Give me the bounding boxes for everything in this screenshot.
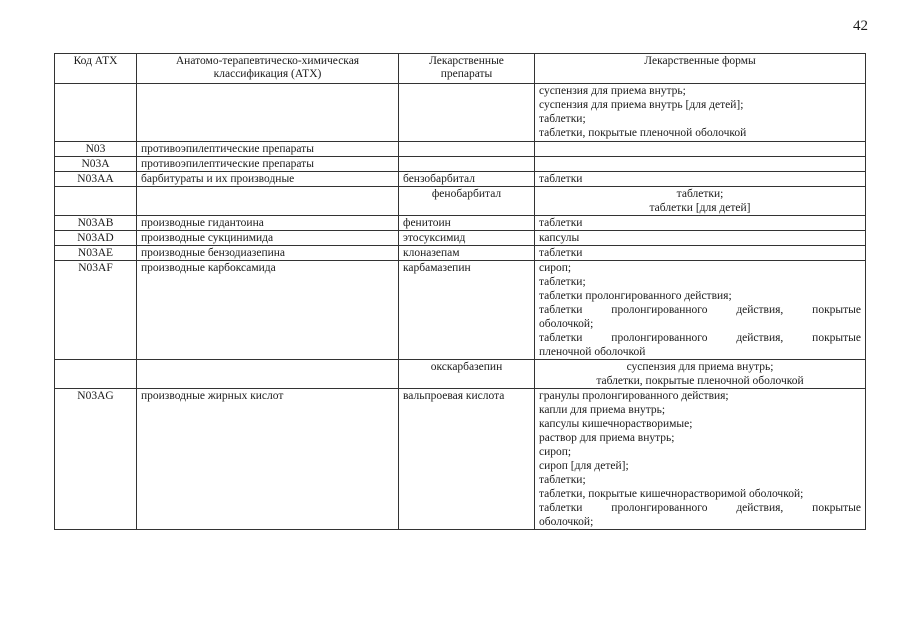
table-row-n03ag bbox=[55, 389, 866, 530]
table-header-row bbox=[55, 54, 866, 84]
form-line: капли для приема внутрь; bbox=[539, 404, 666, 416]
table-row-n03a bbox=[55, 157, 866, 172]
form-line: таблетки, покрытые пленочной оболочкой bbox=[596, 375, 804, 387]
code-cell: N03AA bbox=[55, 172, 137, 187]
form-line: суспензия для приема внутрь; bbox=[539, 85, 686, 97]
form-line: пленочной оболочкой bbox=[539, 346, 646, 358]
drug-cell: фенобарбитал bbox=[399, 187, 535, 216]
form-line: раствор для приема внутрь; bbox=[539, 432, 675, 444]
drug-cell: фенитоин bbox=[399, 216, 535, 231]
form-line: гранулы пролонгированного действия; bbox=[539, 390, 729, 402]
drug-cell: карбамазепин bbox=[399, 261, 535, 360]
forms-cell bbox=[535, 84, 866, 142]
forms-cell: таблетки bbox=[535, 172, 866, 187]
classification-cell: производные карбоксамида bbox=[137, 261, 399, 360]
table-row-n03aa bbox=[55, 172, 866, 187]
form-line: суспензия для приема внутрь [для детей]; bbox=[539, 99, 744, 111]
code-cell bbox=[55, 360, 137, 389]
table-row-n03ab bbox=[55, 216, 866, 231]
forms-cell bbox=[535, 261, 866, 360]
forms-cell: капсулы bbox=[535, 231, 866, 246]
form-line: капсулы кишечнорастворимые; bbox=[539, 418, 693, 430]
table-row-oxcarbazepine bbox=[55, 360, 866, 389]
header-drugs: Лекарственные препараты bbox=[399, 54, 535, 84]
form-line: оболочкой; bbox=[539, 318, 594, 330]
table-row-n03ae bbox=[55, 246, 866, 261]
classification-cell: производные гидантоина bbox=[137, 216, 399, 231]
classification-cell: барбитураты и их производные bbox=[137, 172, 399, 187]
form-line: таблетки пролонгированного действия, покрытые bbox=[539, 332, 861, 344]
drug-cell: клоназепам bbox=[399, 246, 535, 261]
code-cell: N03AD bbox=[55, 231, 137, 246]
form-line: таблетки; bbox=[539, 276, 586, 288]
drug-cell: вальпроевая кислота bbox=[399, 389, 535, 530]
form-line: таблетки; bbox=[539, 474, 586, 486]
form-line: таблетки пролонгированного действия; bbox=[539, 290, 732, 302]
header-forms: Лекарственные формы bbox=[535, 54, 866, 84]
form-line: таблетки, покрытые кишечнорастворимой оболочкой; bbox=[539, 488, 804, 500]
classification-cell: производные бензодиазепина bbox=[137, 246, 399, 261]
form-line: оболочкой; bbox=[539, 516, 594, 528]
code-cell: N03AF bbox=[55, 261, 137, 360]
classification-cell bbox=[137, 187, 399, 216]
code-cell: N03 bbox=[55, 142, 137, 157]
code-cell: N03AB bbox=[55, 216, 137, 231]
drug-cell: окскарбазепин bbox=[399, 360, 535, 389]
code-cell bbox=[55, 84, 137, 142]
classification-cell bbox=[137, 84, 399, 142]
code-cell: N03AE bbox=[55, 246, 137, 261]
classification-cell: производные сукцинимида bbox=[137, 231, 399, 246]
classification-cell bbox=[137, 360, 399, 389]
form-line: таблетки, покрытые пленочной оболочкой bbox=[539, 127, 747, 139]
form-line: таблетки; bbox=[539, 113, 586, 125]
header-classification: Анатомо-терапевтическо-химическая классификация (АТХ) bbox=[137, 54, 399, 84]
drug-cell bbox=[399, 84, 535, 142]
classification-cell: производные жирных кислот bbox=[137, 389, 399, 530]
forms-cell bbox=[535, 142, 866, 157]
form-line: суспензия для приема внутрь; bbox=[626, 361, 774, 373]
table-row-n03ad bbox=[55, 231, 866, 246]
form-line: таблетки пролонгированного действия, покрытые bbox=[539, 304, 861, 316]
table-row-phenobarbital bbox=[55, 187, 866, 216]
table-row-continued bbox=[55, 84, 866, 142]
forms-cell: таблетки bbox=[535, 216, 866, 231]
form-line: сироп; bbox=[539, 446, 572, 458]
page-number: 42 bbox=[853, 18, 868, 34]
form-line: сироп; bbox=[539, 262, 572, 274]
drug-cell bbox=[399, 157, 535, 172]
drug-cell: бензобарбитал bbox=[399, 172, 535, 187]
code-cell: N03AG bbox=[55, 389, 137, 530]
table-row-n03 bbox=[55, 142, 866, 157]
code-cell bbox=[55, 187, 137, 216]
form-line: таблетки; bbox=[676, 188, 724, 200]
forms-cell bbox=[535, 187, 866, 216]
classification-cell: противоэпилептические препараты bbox=[137, 142, 399, 157]
forms-cell bbox=[535, 389, 866, 530]
forms-cell: таблетки bbox=[535, 246, 866, 261]
forms-cell bbox=[535, 157, 866, 172]
form-line: сироп [для детей]; bbox=[539, 460, 629, 472]
forms-cell bbox=[535, 360, 866, 389]
classification-cell: противоэпилептические препараты bbox=[137, 157, 399, 172]
table-row-n03af bbox=[55, 261, 866, 360]
header-code: Код АТХ bbox=[55, 54, 137, 84]
drug-cell bbox=[399, 142, 535, 157]
atx-table bbox=[54, 53, 866, 530]
drug-cell: этосуксимид bbox=[399, 231, 535, 246]
form-line: таблетки пролонгированного действия, покрытые bbox=[539, 502, 861, 514]
code-cell: N03A bbox=[55, 157, 137, 172]
form-line: таблетки [для детей] bbox=[649, 202, 751, 214]
